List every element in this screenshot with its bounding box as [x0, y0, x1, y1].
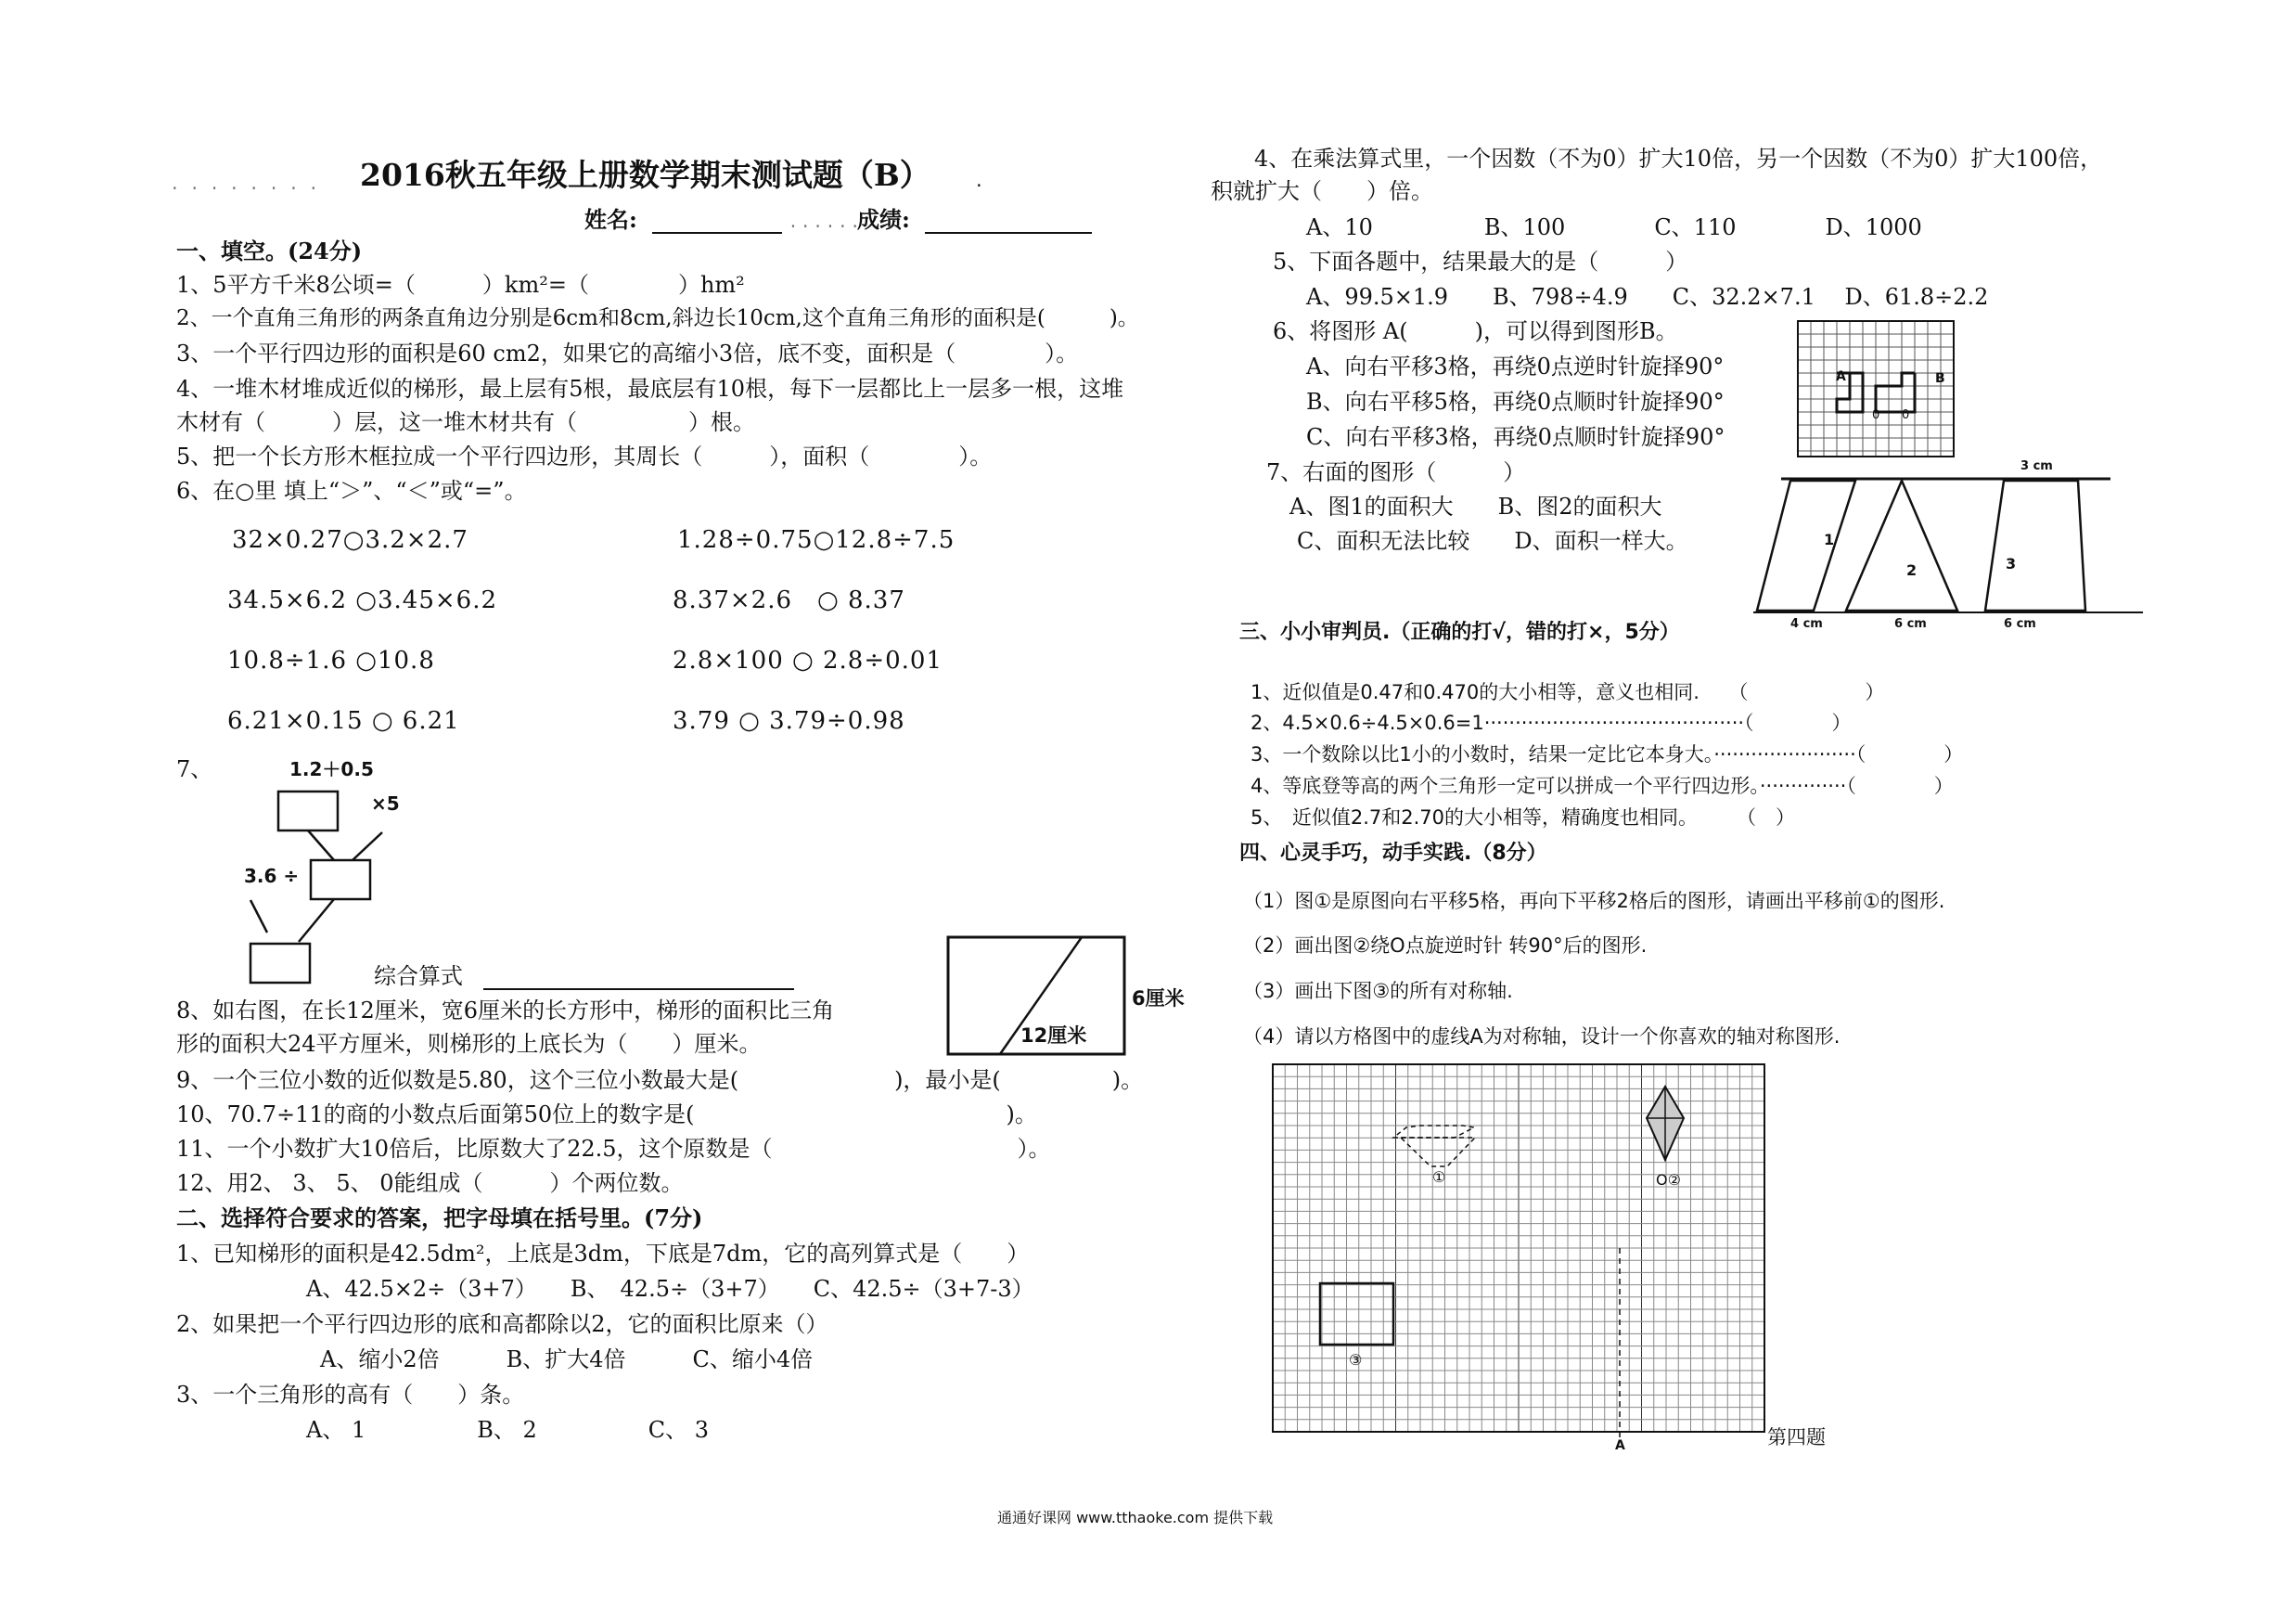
fig-label-o1: 0 — [1872, 408, 1880, 422]
figure-2 — [1846, 481, 1957, 611]
sec4-heading: 四、心灵手巧，动手实践.（8分） — [1239, 842, 1547, 865]
q7-combined-label: 综合算式 — [374, 963, 463, 989]
fig-num-3: 3 — [2006, 555, 2017, 573]
sec3-item-2: 2、4.5×0.6÷4.5×0.6=1··········································（ ） — [1251, 712, 1852, 734]
sec1-q4a: 4、一堆木材堆成近似的梯形，最上层有5根，最底层有10根，每下一层都比上一层多一根，这堆 — [176, 376, 1124, 402]
page-title: 2016秋五年级上册数学期末测试题（B） — [360, 157, 930, 193]
fig-num-1: 1 — [1824, 531, 1835, 548]
sec2-q5: 5、下面各题中，结果最大的是（ ） — [1273, 249, 1688, 275]
figure-1 — [1757, 481, 1855, 611]
fig-6cm-label-2: 6 cm — [2004, 617, 2036, 631]
compare-item: 6.21×0.15 ○ 6.21 — [227, 707, 460, 735]
grid-label-3: ③ — [1349, 1351, 1363, 1369]
sec2-q6: 6、将图形 A( )，可以得到图形B。 — [1273, 318, 1678, 344]
score-blank[interactable] — [925, 208, 1092, 234]
title-dot: . — [976, 169, 982, 191]
compare-item: 8.37×2.6 ○ 8.37 — [673, 586, 905, 614]
score-label: 成绩: — [857, 206, 910, 233]
sec1-q7: 7、 — [176, 756, 213, 782]
sec1-q12: 12、用2、 3、 5、 0能组成（ ）个两位数。 — [176, 1170, 684, 1196]
sec1-q10: 10、70.7÷11的商的小数点后面第50位上的数字是( )。 — [176, 1101, 1037, 1127]
fig-6cm-label-1: 6 cm — [1894, 617, 1927, 631]
sec2-q3-options: A、 1 B、 2 C、 3 — [306, 1417, 710, 1443]
sec3-item-5: 5、 近似值2.7和2.70的大小相等，精确度也相同。 （ ） — [1251, 806, 1796, 829]
header-dots-mid: . . . . . . — [789, 210, 859, 232]
sec1-q2: 2、一个直角三角形的两条直角边分别是6cm和8cm,斜边长10cm,这个直角三角形的面积是( )。 — [176, 306, 1139, 330]
sec1-q8a: 8、如右图，在长12厘米，宽6厘米的长方形中，梯形的面积比三角 — [176, 998, 835, 1023]
sec1-q5: 5、把一个长方形木框拉成一个平行四边形，其周长（ ），面积（ ）。 — [176, 444, 993, 470]
sec2-q3: 3、一个三角形的高有（ ）条。 — [176, 1382, 525, 1408]
fig-num-2: 2 — [1906, 561, 1918, 579]
sec1-q11: 11、一个小数扩大10倍后，比原数大了22.5，这个原数是（ ）。 — [176, 1136, 1051, 1162]
fig-label-o2: 0 — [1902, 408, 1910, 422]
sec1-q1: 1、5平方千米8公顷=（ ）km²=（ ）hm² — [176, 272, 745, 298]
axis-a-label: A — [1615, 1438, 1625, 1453]
compare-item: 3.79 ○ 3.79÷0.98 — [673, 707, 905, 735]
sec3-heading: 三、小小审判员.（正确的打√，错的打×，5分） — [1239, 621, 1680, 644]
sec2-q6-b: B、向右平移5格，再绕0点顺时针旋择90° — [1306, 389, 1725, 415]
sec3-item-1: 1、近似值是0.47和0.470的大小相等，意义也相同. （ ） — [1251, 681, 1885, 703]
sec2-q1-options: A、42.5×2÷（3+7） B、 42.5÷（3+7） C、42.5÷（3+7-3） — [306, 1276, 1034, 1302]
sec2-q4-options: A、10 B、100 C、110 D、1000 — [1306, 214, 1922, 240]
sec1-q6: 6、在○里 填上“＞”、“＜”或“=”。 — [176, 478, 527, 504]
compare-item: 2.8×100 ○ 2.8÷0.01 — [673, 647, 943, 675]
footer-text: 通通好课网 www.tthaoke.com 提供下载 — [997, 1509, 1274, 1526]
sec1-q9: 9、一个三位小数的近似数是5.80，这个三位小数最大是( )，最小是( )。 — [176, 1067, 1144, 1093]
score-field[interactable] — [857, 206, 1092, 234]
q6-grid-figure — [1794, 317, 1967, 462]
q7-box-mid[interactable] — [311, 860, 370, 899]
fig-3cm-label: 3 cm — [2020, 459, 2053, 473]
sec2-q4a: 4、在乘法算式里，一个因数（不为0）扩大10倍，另一个因数（不为0）扩大100倍， — [1254, 146, 2103, 172]
sec2-q1: 1、已知梯形的面积是42.5dm²，上底是3dm，下底是7dm，它的高列算式是（ ） — [176, 1241, 1030, 1267]
name-label: 姓名: — [584, 206, 637, 233]
sec4-item-4: （4）请以方格图中的虚线A为对称轴，设计一个你喜欢的轴对称图形. — [1243, 1025, 1841, 1048]
sec3-item-4: 4、等底登等高的两个三角形一定可以拼成一个平行四边形。··············（ ） — [1251, 775, 1954, 797]
fig-4cm-label: 4 cm — [1790, 617, 1823, 631]
q7-combined-blank[interactable] — [483, 964, 794, 990]
q7-combined-field[interactable] — [374, 962, 794, 990]
practice-grid — [1271, 1062, 1772, 1452]
q7-area-figure — [1753, 464, 2143, 618]
sec2-q6-c: C、向右平移3格，再绕0点顺时针旋择90° — [1306, 424, 1725, 450]
shape-3 — [1320, 1283, 1393, 1345]
sec2-heading: 二、选择符合要求的答案，把字母填在括号里。(7分) — [176, 1204, 703, 1231]
sec4-item-1: （1）图①是原图向右平移5格，再向下平移2格后的图形，请画出平移前①的图形. — [1243, 890, 1945, 912]
q7-div: 3.6 ÷ — [244, 865, 300, 887]
sec1-q8b: 形的面积大24平方厘米，则梯形的上底长为（ ）厘米。 — [176, 1031, 762, 1057]
compare-item: 10.8÷1.6 ○10.8 — [227, 647, 435, 675]
figure-3 — [1985, 481, 2085, 611]
sec2-q2-options: A、缩小2倍 B、扩大4倍 C、缩小4倍 — [320, 1346, 814, 1372]
sec3-item-3: 3、一个数除以比1小的小数时，结果一定比它本身大。·······················（ ） — [1251, 743, 1964, 766]
q8-width-label: 12厘米 — [1020, 1024, 1087, 1047]
sec1-heading: 一、填空。(24分) — [176, 238, 363, 264]
q7-box-bottom[interactable] — [250, 944, 310, 983]
sec1-q4b: 木材有（ ）层，这一堆木材共有（ ）根。 — [176, 409, 755, 435]
compare-item: 34.5×6.2 ○3.45×6.2 — [227, 586, 497, 614]
shape-1 — [1393, 1126, 1474, 1138]
fig-label-b: B — [1935, 371, 1945, 386]
sec4-item-3: （3）画出下图③的所有对称轴. — [1243, 980, 1513, 1002]
name-blank[interactable] — [652, 208, 782, 234]
sec4-item-2: （2）画出图②绕O点旋逆时针 转90°后的图形. — [1243, 934, 1648, 957]
grid-label-2: O② — [1656, 1171, 1681, 1189]
fig-label-a: A — [1836, 369, 1846, 384]
sec2-q6-a: A、向右平移3格，再绕0点逆时针旋择90° — [1306, 354, 1725, 380]
q7-times: ×5 — [371, 792, 400, 815]
grid-caption: 第四题 — [1767, 1426, 1826, 1448]
name-field[interactable] — [584, 206, 858, 234]
sec2-q7: 7、右面的图形（ ） — [1266, 459, 1526, 485]
q7-box-top[interactable] — [278, 792, 338, 830]
q8-height-label: 6厘米 — [1132, 987, 1185, 1010]
shape-b — [1876, 373, 1915, 412]
header-dots: . . . . . . . . — [172, 172, 321, 194]
compare-item: 1.28÷0.75○12.8÷7.5 — [677, 526, 956, 554]
q7-expr: 1.2＋0.5 — [289, 758, 374, 780]
sec1-q3: 3、一个平行四边形的面积是60 cm2，如果它的高缩小3倍，底不变，面积是（ ）。 — [176, 341, 1079, 367]
sec2-q2: 2、如果把一个平行四边形的底和高都除以2，它的面积比原来（） — [176, 1311, 828, 1337]
sec2-q7-ab: A、图1的面积大 B、图2的面积大 — [1289, 494, 1662, 520]
sec2-q4b: 积就扩大（ ）倍。 — [1211, 178, 1433, 204]
compare-item: 32×0.27○3.2×2.7 — [232, 526, 468, 554]
sec2-q7-cd: C、面积无法比较 D、面积一样大。 — [1297, 528, 1688, 554]
sec2-q5-options: A、99.5×1.9 B、798÷4.9 C、32.2×7.1 D、61.8÷2.2 — [1306, 284, 1989, 310]
grid-label-1: ① — [1432, 1168, 1446, 1186]
